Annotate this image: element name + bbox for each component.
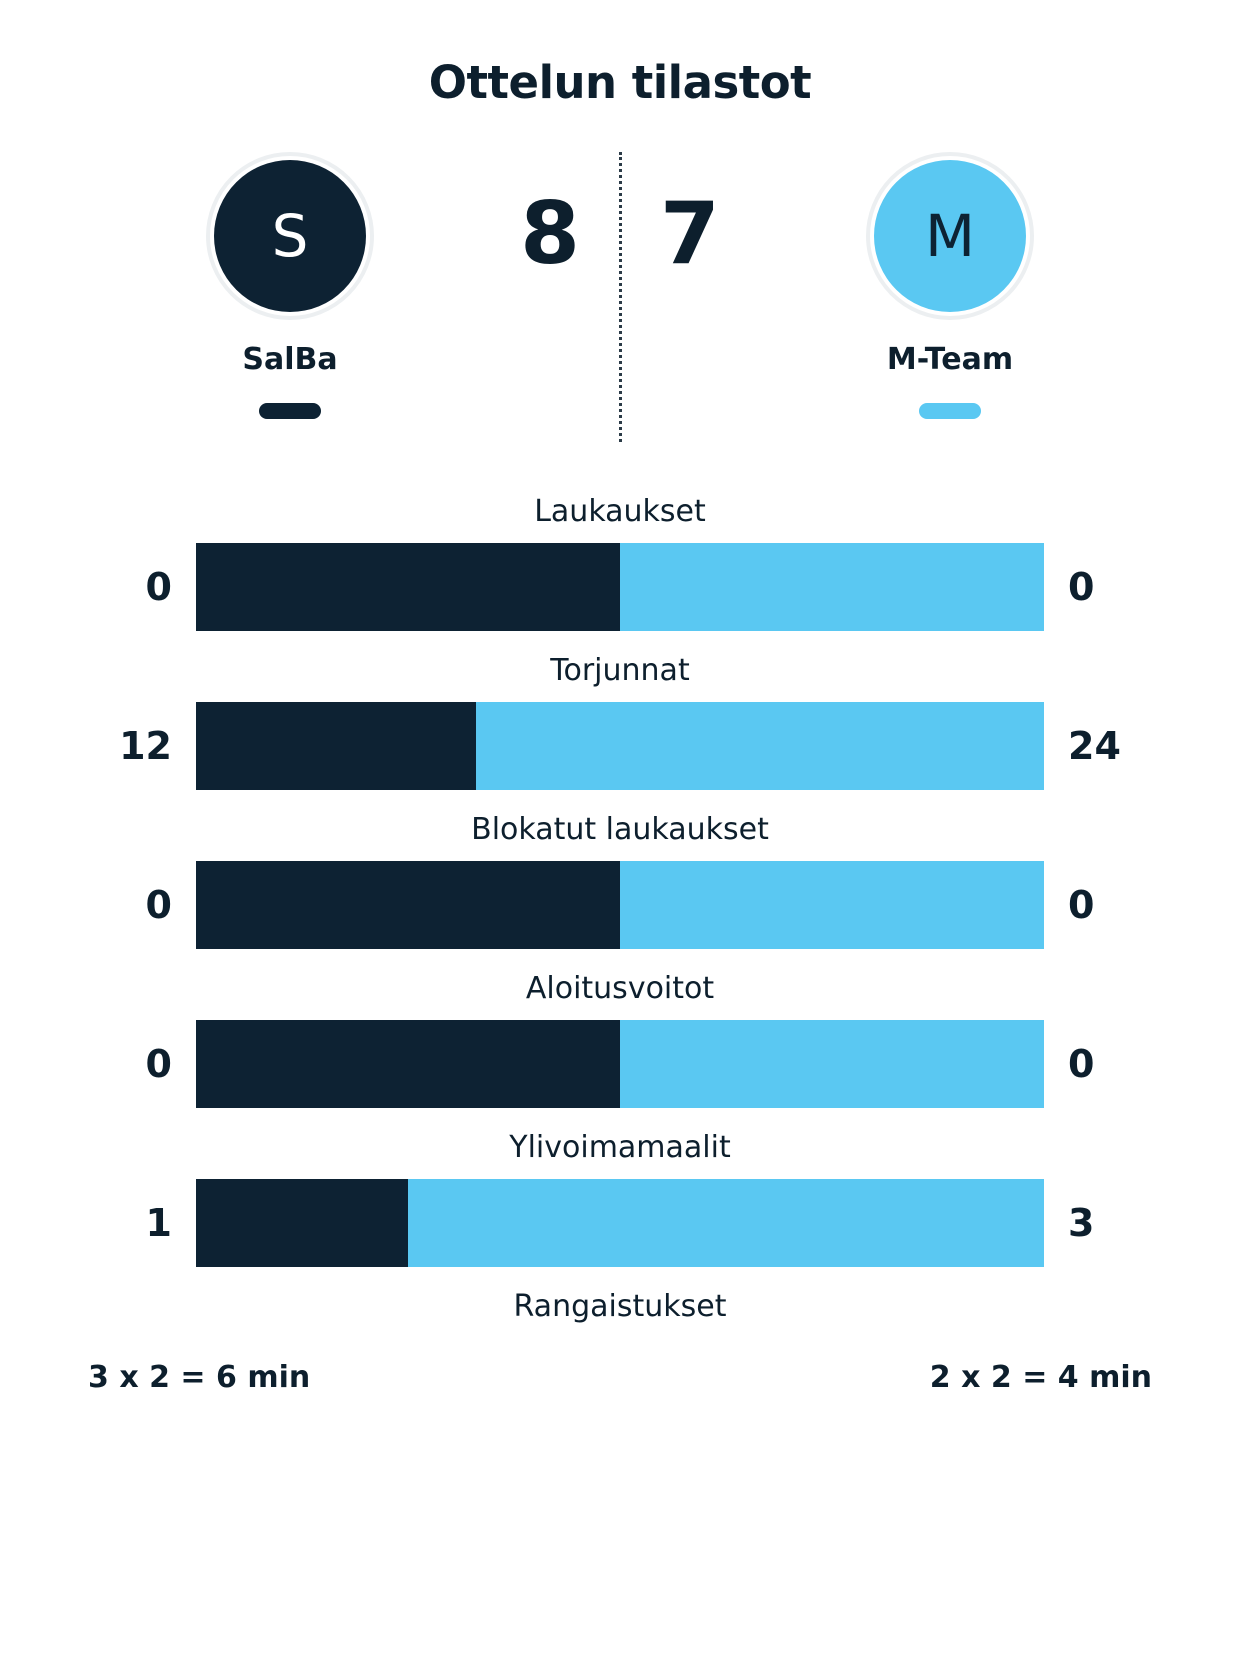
penalties-home: 3 x 2 = 6 min [88,1359,311,1395]
stat-label: Blokatut laukaukset [471,811,769,847]
stat-bar-away [620,861,1044,949]
stat-value-away: 24 [1068,723,1121,768]
stat-value-away: 0 [1068,564,1095,609]
team-home-color-dash [259,403,321,419]
stat-label: Ylivoimamaalit [509,1129,731,1165]
team-away-color-dash [919,403,981,419]
stat-value-home: 1 [145,1200,172,1245]
team-home-badge: S [214,160,366,312]
team-away-badge: M [874,160,1026,312]
score-home: 8 [520,183,580,284]
penalties-away: 2 x 2 = 4 min [929,1359,1152,1395]
stat-bar-away [408,1179,1044,1267]
stat-label: Aloitusvoitot [525,970,715,1006]
stat-value-home: 0 [145,564,172,609]
stat-bar-away [476,702,1044,790]
team-away [800,152,1100,419]
stat-bar [196,702,1044,790]
stat-bar-home [196,543,620,631]
team-home-name: SalBa [242,341,338,377]
stat-bar-home [196,861,620,949]
penalties-label: Rangaistukset [513,1288,727,1324]
stat-label: Torjunnat [550,652,690,688]
stat-row [0,653,1240,790]
team-away-name: M-Team [886,341,1014,377]
stat-row [0,812,1240,949]
stat-value-away: 3 [1068,1200,1095,1245]
score-away: 7 [660,183,720,284]
stat-label: Laukaukset [534,493,706,529]
scoreboard [0,152,1240,452]
stat-bar-away [620,543,1044,631]
stat-value-away: 0 [1068,1041,1095,1086]
scoreboard-divider [619,152,622,442]
team-away-badge-ring [866,152,1034,320]
page-title: Ottelun tilastot [428,56,812,109]
stat-value-home: 0 [145,1041,172,1086]
team-home-badge-ring [206,152,374,320]
stat-value-home: 12 [119,723,172,768]
stat-value-home: 0 [145,882,172,927]
stat-row [0,494,1240,631]
penalties-section [0,1289,1240,1395]
stat-value-away: 0 [1068,882,1095,927]
stat-bar-away [620,1020,1044,1108]
stat-bar-home [196,1179,408,1267]
stat-bar-home [196,702,476,790]
stat-bar [196,543,1044,631]
stat-list [0,494,1240,1267]
team-home [140,152,440,419]
stat-row [0,1130,1240,1267]
stat-bar [196,861,1044,949]
stat-bar-home [196,1020,620,1108]
stat-bar [196,1179,1044,1267]
stat-row [0,971,1240,1108]
stat-bar [196,1020,1044,1108]
